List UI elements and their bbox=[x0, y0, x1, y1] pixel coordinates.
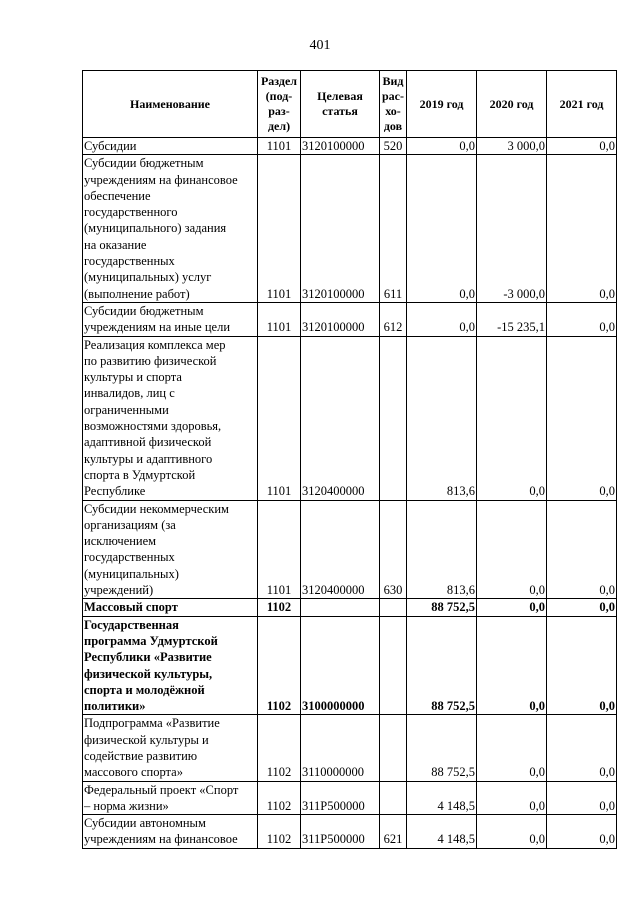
row-value-2019: 813,6 bbox=[407, 500, 477, 599]
row-name-line: учреждений) bbox=[84, 583, 154, 598]
row-name-line: возможностями здоровья, bbox=[84, 419, 222, 434]
row-name-line: физической культуры и bbox=[84, 732, 209, 747]
row-name-line: культуры и адаптивного bbox=[84, 451, 213, 466]
header-expense-type bbox=[380, 71, 407, 138]
row-name bbox=[83, 302, 258, 336]
table-row bbox=[83, 302, 617, 336]
row-name-line: учреждениям на финансовое bbox=[84, 832, 238, 847]
header-kvr-line: дов bbox=[383, 119, 403, 133]
row-name-line: организациям (за bbox=[84, 517, 176, 532]
row-name bbox=[83, 616, 258, 715]
row-expense-type: 520 bbox=[380, 138, 407, 155]
row-name bbox=[83, 715, 258, 781]
row-name-line: (муниципального) задания bbox=[84, 221, 227, 236]
header-section-line: Раздел bbox=[260, 74, 298, 88]
row-target-article: 3120400000 bbox=[301, 500, 380, 599]
row-expense-type: 611 bbox=[380, 155, 407, 303]
row-expense-type: 612 bbox=[380, 302, 407, 336]
row-target-article: 3120100000 bbox=[301, 155, 380, 303]
row-value-2020: 0,0 bbox=[477, 599, 547, 616]
row-name bbox=[83, 781, 258, 815]
row-section: 1101 bbox=[258, 138, 301, 155]
row-target-article: 3120400000 bbox=[301, 336, 380, 500]
row-name-line: (муниципальных) услуг bbox=[84, 270, 212, 285]
row-name bbox=[83, 815, 258, 849]
table-row bbox=[83, 599, 617, 616]
row-section: 1101 bbox=[258, 500, 301, 599]
header-section-line: дел) bbox=[267, 119, 291, 133]
table-row bbox=[83, 336, 617, 500]
row-section: 1102 bbox=[258, 616, 301, 715]
header-section-line: (под- bbox=[265, 89, 293, 103]
header-article-line: статья bbox=[322, 104, 358, 118]
row-value-2019: 0,0 bbox=[407, 302, 477, 336]
row-value-2020: 0,0 bbox=[477, 500, 547, 599]
table-row bbox=[83, 715, 617, 781]
row-name-line: – норма жизни» bbox=[84, 798, 169, 813]
row-section: 1101 bbox=[258, 155, 301, 303]
row-name-line: Реализация комплекса мер bbox=[84, 337, 226, 352]
row-expense-type bbox=[380, 616, 407, 715]
row-value-2021: 0,0 bbox=[547, 599, 617, 616]
row-section: 1102 bbox=[258, 599, 301, 616]
row-value-2021: 0,0 bbox=[547, 500, 617, 599]
row-value-2019: 813,6 bbox=[407, 336, 477, 500]
row-section: 1101 bbox=[258, 302, 301, 336]
row-name-line: Массовый спорт bbox=[84, 600, 178, 615]
row-value-2019: 4 148,5 bbox=[407, 781, 477, 815]
row-name-line: государственных bbox=[84, 254, 175, 269]
row-expense-type: 630 bbox=[380, 500, 407, 599]
row-value-2021: 0,0 bbox=[547, 781, 617, 815]
table-row bbox=[83, 500, 617, 599]
table-row bbox=[83, 138, 617, 155]
table-row bbox=[83, 155, 617, 303]
row-value-2020: 0,0 bbox=[477, 781, 547, 815]
header-section bbox=[258, 71, 301, 138]
header-row bbox=[83, 71, 617, 138]
row-value-2021: 0,0 bbox=[547, 715, 617, 781]
row-name-line: государственных bbox=[84, 550, 175, 565]
row-name-line: политики» bbox=[84, 699, 146, 714]
row-value-2019: 88 752,5 bbox=[407, 599, 477, 616]
header-2020: 2020 год bbox=[477, 71, 547, 138]
header-kvr-line: хо- bbox=[385, 104, 401, 118]
row-value-2020: 0,0 bbox=[477, 336, 547, 500]
row-name-line: адаптивной физической bbox=[84, 435, 212, 450]
row-section: 1101 bbox=[258, 336, 301, 500]
row-name-line: Федеральный проект «Спорт bbox=[84, 782, 239, 797]
row-target-article: 3110000000 bbox=[301, 715, 380, 781]
row-target-article: 311P500000 bbox=[301, 815, 380, 849]
row-name-line: спорта в Удмуртской bbox=[84, 467, 196, 482]
row-value-2020: -15 235,1 bbox=[477, 302, 547, 336]
row-value-2021: 0,0 bbox=[547, 302, 617, 336]
header-kvr-line: Вид bbox=[382, 74, 404, 88]
row-value-2019: 0,0 bbox=[407, 155, 477, 303]
row-value-2021: 0,0 bbox=[547, 138, 617, 155]
row-value-2021: 0,0 bbox=[547, 815, 617, 849]
row-expense-type bbox=[380, 336, 407, 500]
page-number: 401 bbox=[309, 38, 331, 53]
header-target-article bbox=[301, 71, 380, 138]
row-value-2019: 4 148,5 bbox=[407, 815, 477, 849]
row-name-line: Республике bbox=[84, 484, 146, 499]
row-name-line: Государственная bbox=[84, 617, 179, 632]
row-name-line: инвалидов, лиц с bbox=[84, 386, 175, 401]
row-section: 1102 bbox=[258, 815, 301, 849]
row-value-2021: 0,0 bbox=[547, 155, 617, 303]
row-name bbox=[83, 500, 258, 599]
row-target-article: 311P500000 bbox=[301, 781, 380, 815]
row-value-2019: 88 752,5 bbox=[407, 715, 477, 781]
header-section-line: раз- bbox=[268, 104, 290, 118]
row-target-article: 3100000000 bbox=[301, 616, 380, 715]
row-name bbox=[83, 599, 258, 616]
row-name-line: культуры и спорта bbox=[84, 370, 182, 385]
row-value-2021: 0,0 bbox=[547, 616, 617, 715]
row-name-line: Субсидии бюджетным bbox=[84, 303, 204, 318]
row-expense-type bbox=[380, 781, 407, 815]
budget-table bbox=[82, 70, 617, 849]
row-section: 1102 bbox=[258, 715, 301, 781]
row-name-line: на оказание bbox=[84, 237, 147, 252]
row-name-line: по развитию физической bbox=[84, 353, 217, 368]
row-name-line: массового спорта» bbox=[84, 765, 183, 780]
row-name-line: (выполнение работ) bbox=[84, 286, 190, 301]
row-name-line: Субсидии бюджетным bbox=[84, 156, 204, 171]
row-section: 1102 bbox=[258, 781, 301, 815]
row-value-2019: 88 752,5 bbox=[407, 616, 477, 715]
row-target-article: 3120100000 bbox=[301, 138, 380, 155]
row-value-2020: -3 000,0 bbox=[477, 155, 547, 303]
table-row bbox=[83, 781, 617, 815]
row-name-line: учреждениям на иные цели bbox=[84, 320, 231, 335]
row-name-line: Субсидии bbox=[84, 139, 137, 153]
row-name-line: Субсидии некоммерческим bbox=[84, 501, 229, 516]
row-name-line: исключением bbox=[84, 534, 157, 549]
row-target-article: 3120100000 bbox=[301, 302, 380, 336]
row-name-line: физической культуры, bbox=[84, 666, 213, 681]
row-expense-type: 621 bbox=[380, 815, 407, 849]
header-name: Наименование bbox=[83, 71, 258, 138]
row-name-line: Республики «Развитие bbox=[84, 650, 212, 665]
row-name bbox=[83, 138, 258, 155]
row-value-2020: 3 000,0 bbox=[477, 138, 547, 155]
table-row bbox=[83, 616, 617, 715]
row-name bbox=[83, 155, 258, 303]
row-name-line: учреждениям на финансовое bbox=[84, 172, 238, 187]
row-value-2020: 0,0 bbox=[477, 715, 547, 781]
row-name-line: Субсидии автономным bbox=[84, 816, 206, 831]
row-name-line: спорта и молодёжной bbox=[84, 682, 205, 697]
row-target-article bbox=[301, 599, 380, 616]
header-2021: 2021 год bbox=[547, 71, 617, 138]
header-article-line: Целевая bbox=[317, 89, 363, 103]
table-body bbox=[83, 138, 617, 849]
row-expense-type bbox=[380, 599, 407, 616]
header-2019: 2019 год bbox=[407, 71, 477, 138]
row-name-line: содействие развитию bbox=[84, 748, 198, 763]
row-value-2020: 0,0 bbox=[477, 616, 547, 715]
row-name-line: (муниципальных) bbox=[84, 566, 179, 581]
row-value-2020: 0,0 bbox=[477, 815, 547, 849]
row-name bbox=[83, 336, 258, 500]
row-value-2021: 0,0 bbox=[547, 336, 617, 500]
row-value-2019: 0,0 bbox=[407, 138, 477, 155]
row-name-line: программа Удмуртской bbox=[84, 633, 218, 648]
row-name-line: государственного bbox=[84, 205, 178, 220]
table-row bbox=[83, 815, 617, 849]
row-name-line: Подпрограмма «Развитие bbox=[84, 716, 220, 731]
header-kvr-line: рас- bbox=[382, 89, 404, 103]
row-expense-type bbox=[380, 715, 407, 781]
row-name-line: ограниченными bbox=[84, 402, 169, 417]
row-name-line: обеспечение bbox=[84, 188, 151, 203]
